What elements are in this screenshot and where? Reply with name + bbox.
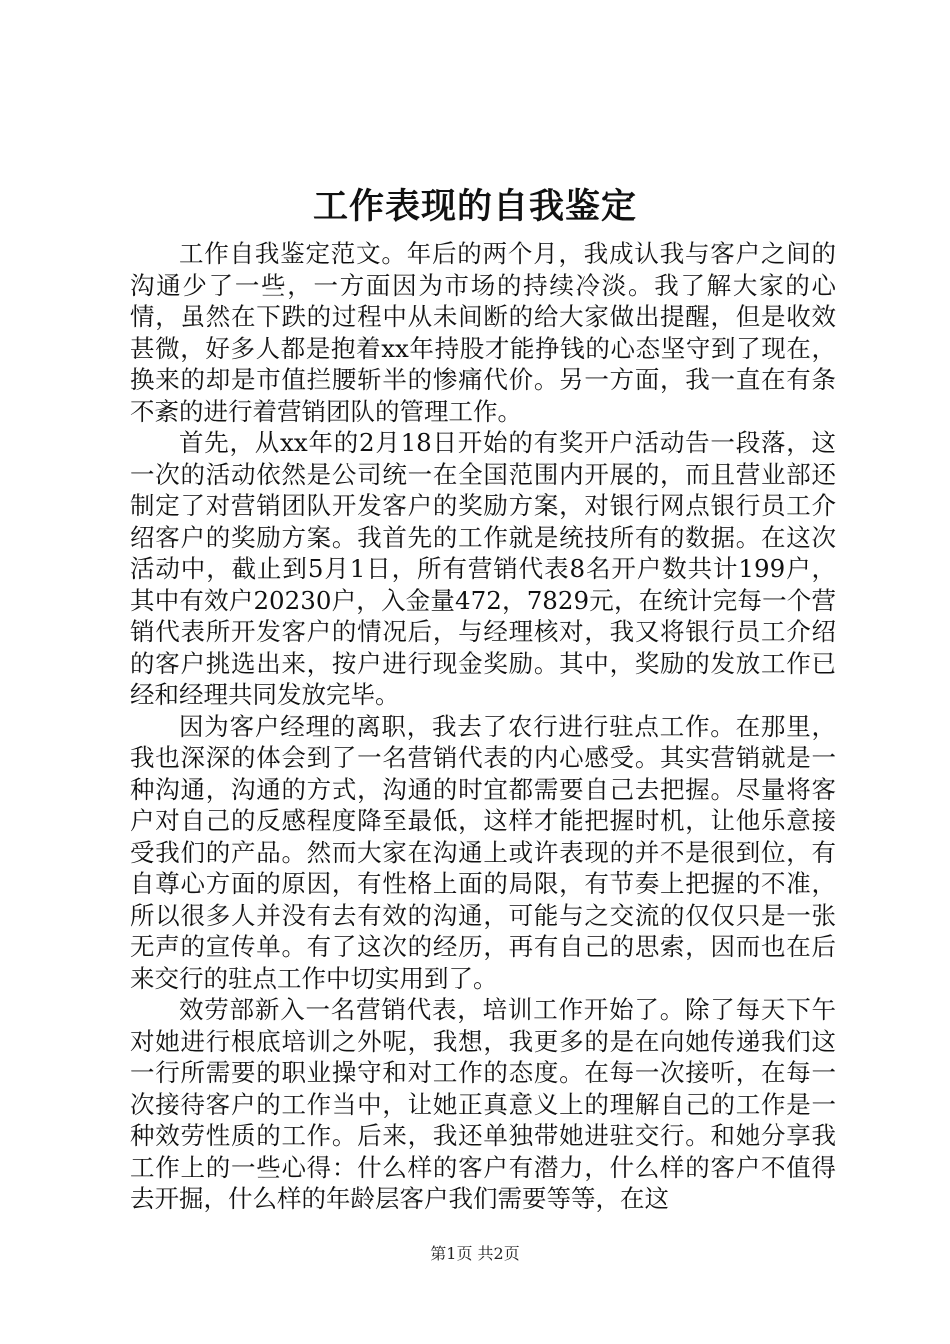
page-number-footer: 第1页 共2页 bbox=[430, 1244, 520, 1263]
paragraph-1: 工作自我鉴定范文。年后的两个月，我成认我与客户之间的沟通少了一些，一方面因为市场的持续冷淡。我了解大家的心情，虽然在下跌的过程中从未间断的给大家做出提醒，但是收效甚微，好多人都是抱着xx年持股才能挣钱的心态坚守到了现在，换来的却是市值拦腰斩半的惨痛代价。另一方面，我一直在有条不紊的进行着营销团队的管理工作。 bbox=[130, 239, 836, 426]
document-title: 工作表现的自我鉴定 bbox=[312, 186, 637, 227]
document-body bbox=[130, 238, 836, 1215]
paragraph-4: 效劳部新入一名营销代表，培训工作开始了。除了每天下午对她进行根底培训之外呢，我想，我更多的是在向她传递我们这一行所需要的职业操守和对工作的态度。在每一次接听，在每一次接待客户的工作当中，让她正真意义上的理解自己的工作是一种效劳性质的工作。后来，我还单独带她进驻交行。和她分享我工作上的一些心得：什么样的客户有潜力，什么样的客户不值得去开掘，什么样的年龄层客户我们需要等等，在这 bbox=[130, 995, 836, 1213]
paragraph-3: 因为客户经理的离职，我去了农行进行驻点工作。在那里，我也深深的体会到了一名营销代表的内心感受。其实营销就是一种沟通，沟通的方式，沟通的时宜都需要自己去把握。尽量将客户对自己的反感程度降至最低，这样才能把握时机，让他乐意接受我们的产品。然而大家在沟通上或许表现的并不是很到位，有自尊心方面的原因，有性格上面的局限，有节奏上把握的不准，所以很多人并没有去有效的沟通，可能与之交流的仅仅只是一张无声的宣传单。有了这次的经历，再有自己的思索，因而也在后来交行的驻点工作中切实用到了。 bbox=[130, 711, 836, 993]
paragraph-2: 首先，从xx年的2月18日开始的有奖开户活动告一段落，这一次的活动依然是公司统一在全国范围内开展的，而且营业部还制定了对营销团队开发客户的奖励方案，对银行网点银行员工介绍客户的奖励方案。我首先的工作就是统技所有的数据。在这次活动中，截止到5月1日，所有营销代表8名开户数共计199户，其中有效户20230户，入金量472，7829元，在统计完每一个营销代表所开发客户的情况后，与经理核对，我又将银行员工介绍的客户挑选出来，按户进行现金奖励。其中，奖励的发放工作已经和经理共同发放完毕。 bbox=[130, 428, 836, 709]
